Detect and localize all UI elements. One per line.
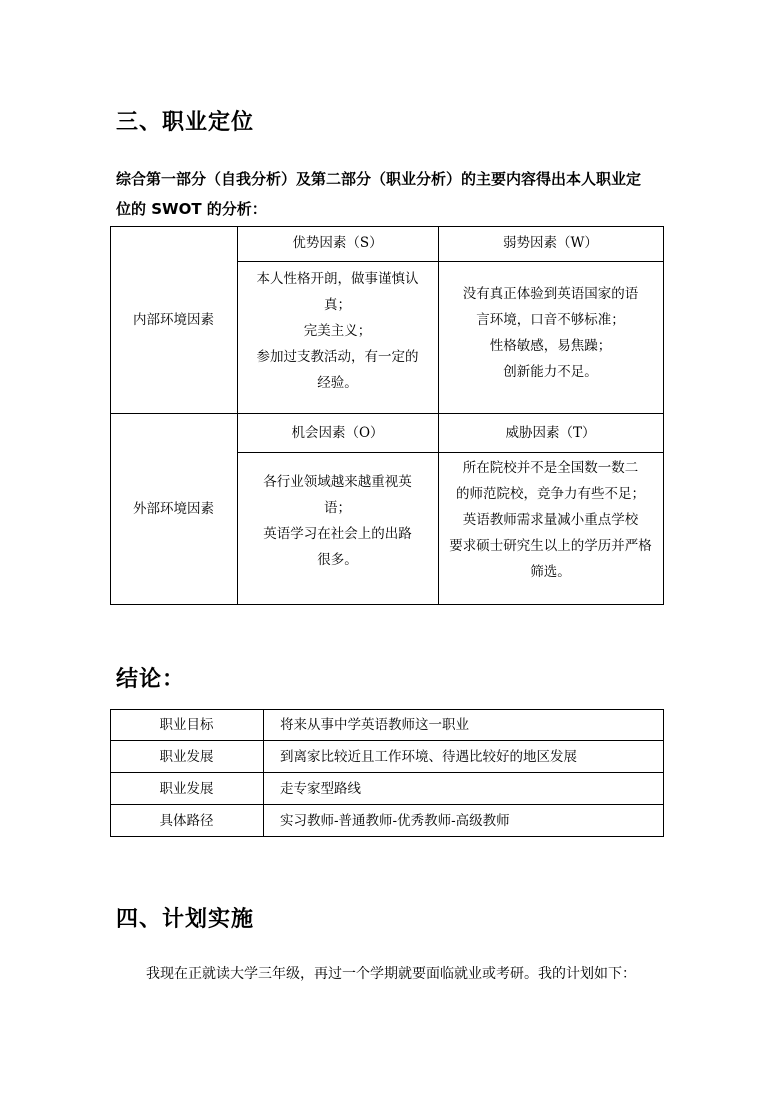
weaknesses-header: 弱势因素（W） — [503, 235, 598, 251]
plan-paragraph: 我现在正就读大学三年级，再过一个学期就要面临就业或考研。我的计划如下： — [146, 966, 636, 982]
section-title-plan-implementation: 四、计划实施 — [116, 907, 255, 932]
conclusion-row-value: 到离家比较近且工作环境、待遇比较好的地区发展 — [280, 749, 577, 765]
weakness-line: 没有真正体验到英语国家的语 — [462, 286, 639, 302]
threats-header: 威胁因素（T） — [505, 425, 596, 441]
opportunity-line: 很多。 — [317, 552, 358, 568]
threat-line: 筛选。 — [530, 564, 571, 580]
conclusion-row-value: 将来从事中学英语教师这一职业 — [280, 717, 469, 733]
swot-intro-line-1: 综合第一部分（自我分析）及第二部分（职业分析）的主要内容得出本人职业定 — [116, 170, 642, 188]
conclusion-row-value: 走专家型路线 — [280, 781, 361, 797]
weakness-line: 创新能力不足。 — [503, 364, 598, 380]
threat-line: 要求硕士研究生以上的学历并严格 — [449, 538, 652, 554]
conclusion-row-label: 具体路径 — [159, 813, 214, 829]
strength-line: 参加过支教活动，有一定的 — [256, 349, 419, 365]
threat-line: 所在院校并不是全国数一数二 — [462, 460, 639, 476]
conclusion-title: 结论： — [116, 667, 186, 692]
strength-line: 本人性格开朗，做事谨慎认 — [256, 271, 419, 287]
opportunity-line: 英语学习在社会上的出路 — [263, 526, 412, 542]
threat-line: 英语教师需求量减小重点学校 — [462, 512, 639, 528]
opportunities-header: 机会因素（O） — [291, 425, 384, 441]
strength-line: 完美主义； — [303, 323, 372, 339]
conclusion-row-label: 职业发展 — [159, 749, 214, 765]
threat-line: 的师范院校，竞争力有些不足； — [456, 486, 645, 502]
conclusion-row-label: 职业发展 — [159, 781, 214, 797]
weakness-line: 性格敏感，易焦躁； — [489, 338, 612, 354]
strength-line: 真； — [324, 297, 351, 313]
strengths-header: 优势因素（S） — [292, 235, 383, 251]
weakness-line: 言环境，口音不够标准； — [476, 312, 625, 328]
swot-intro-line-2: 位的 SWOT 的分析： — [116, 200, 267, 218]
external-factors-label: 外部环境因素 — [133, 501, 214, 517]
opportunity-line: 语； — [324, 500, 351, 516]
conclusion-row-label: 职业目标 — [159, 717, 214, 733]
internal-factors-label: 内部环境因素 — [133, 312, 214, 328]
section-title-career-positioning: 三、职业定位 — [116, 110, 255, 135]
strength-line: 经验。 — [317, 375, 358, 391]
conclusion-row-value: 实习教师-普通教师-优秀教师-高级教师 — [280, 813, 510, 829]
opportunity-line: 各行业领域越来越重视英 — [263, 474, 412, 490]
